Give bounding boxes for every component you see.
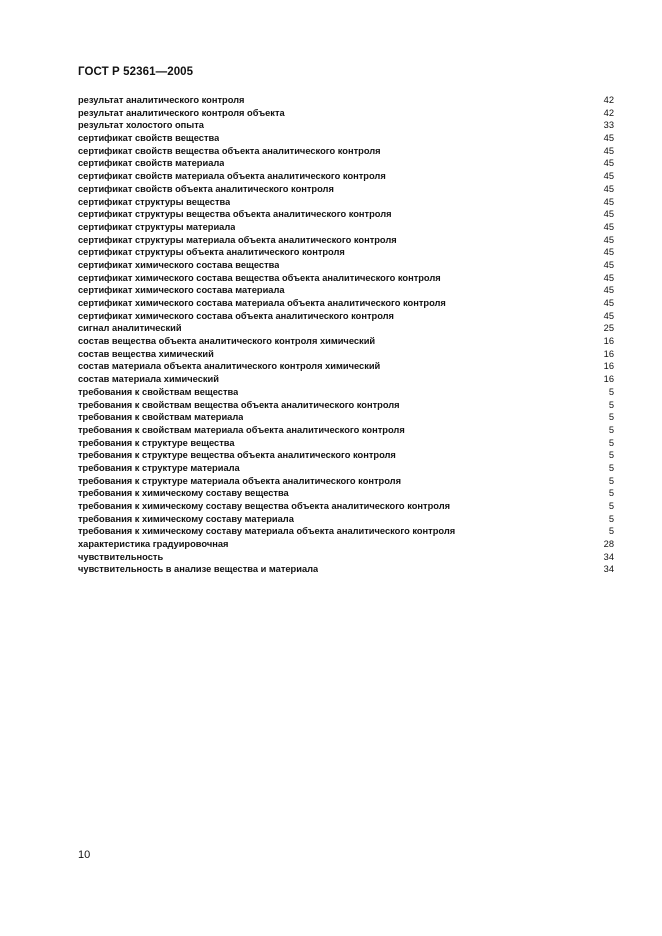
index-term: сертификат свойств объекта аналитического контроля: [78, 183, 334, 194]
index-term: результат холостого опыта: [78, 120, 204, 131]
index-page-ref: 16: [603, 348, 614, 359]
index-term: характеристика градуировочная: [78, 539, 229, 550]
index-term: сертификат химического состава материала объекта аналитического контроля: [78, 298, 446, 308]
index-page-ref: 45: [603, 272, 614, 283]
index-entry: [78, 132, 614, 145]
index-entry: [78, 259, 614, 272]
index-term: требования к структуре вещества: [78, 437, 235, 448]
index-page-ref: 45: [603, 234, 614, 245]
index-page-ref: 42: [603, 107, 614, 118]
index-page-ref: 45: [603, 247, 614, 258]
index-entry: [78, 94, 614, 107]
index-term: требования к свойствам материала: [78, 412, 244, 423]
index-entry: [78, 487, 614, 500]
index-page-ref: 5: [608, 488, 614, 499]
index-page-ref: 45: [603, 183, 614, 194]
index-term: требования к свойствам материала объекта аналитического контроля: [78, 424, 405, 435]
page-number: 10: [78, 849, 91, 861]
index-term: требования к свойствам вещества объекта аналитического контроля: [78, 399, 400, 410]
index-page-ref: 45: [603, 209, 614, 220]
index-page-ref: 45: [603, 298, 614, 308]
index-term: чувствительность: [78, 551, 164, 562]
index-entry: [78, 183, 614, 196]
index-term: сертификат химического состава объекта аналитического контроля: [78, 310, 394, 321]
index-term: требования к структуре вещества объекта аналитического контроля: [78, 450, 396, 461]
index-page-ref: 5: [608, 412, 614, 423]
index-page-ref: 45: [603, 221, 614, 232]
index-term: сертификат структуры материала: [78, 221, 236, 232]
index-term: требования к свойствам вещества: [78, 386, 239, 397]
index-entry: [78, 424, 614, 437]
index-entry: [78, 373, 614, 386]
index-entry: [78, 221, 614, 234]
index-entry: [78, 551, 614, 564]
index-entry: [78, 475, 614, 488]
index-page-ref: 33: [603, 120, 614, 131]
index-page-ref: 45: [603, 158, 614, 169]
index-entry: [78, 196, 614, 209]
index-term: требования к структуре материала: [78, 462, 240, 473]
index-page-ref: 5: [608, 437, 614, 448]
index-page-ref: 5: [608, 424, 614, 435]
index-term: сертификат химического состава материала: [78, 285, 285, 296]
index-page-ref: 5: [608, 450, 614, 461]
index-page-ref: 5: [608, 526, 614, 537]
index-entry: [78, 348, 614, 361]
index-page-ref: 5: [608, 475, 614, 486]
index-page-ref: 45: [603, 133, 614, 144]
index-entry: [78, 563, 614, 576]
index-term: состав вещества химический: [78, 348, 214, 359]
index-page-ref: 45: [603, 310, 614, 321]
index-term: сертификат структуры вещества объекта аналитического контроля: [78, 209, 392, 220]
index-entry: [78, 119, 614, 132]
index-term: требования к химическому составу вещества: [78, 488, 289, 499]
index-page-ref: 5: [608, 386, 614, 397]
index-page-ref: 25: [603, 323, 614, 334]
index-term: сертификат свойств вещества объекта аналитического контроля: [78, 145, 381, 156]
index-page-ref: 5: [608, 399, 614, 410]
index-entry: [78, 500, 614, 513]
index-entry: [78, 386, 614, 399]
document-header: ГОСТ Р 52361—2005: [78, 66, 194, 78]
index-entry: [78, 157, 614, 170]
index-term: сертификат структуры вещества: [78, 196, 231, 207]
index-term: сертификат свойств вещества: [78, 133, 220, 144]
index-term: требования к химическому составу материала: [78, 513, 294, 524]
index-term: состав вещества объекта аналитического контроля химический: [78, 336, 376, 347]
index-entry: [78, 525, 614, 538]
index-page-ref: 16: [603, 374, 614, 385]
index-entry: [78, 335, 614, 348]
index-entry: [78, 538, 614, 551]
index-term: сигнал аналитический: [78, 323, 182, 334]
index-term: чувствительность в анализе вещества и материала: [78, 564, 319, 575]
index-page-ref: 34: [603, 564, 614, 575]
index-entry: [78, 208, 614, 221]
index-entry: [78, 284, 614, 297]
index-page-ref: 45: [603, 259, 614, 270]
index-page-ref: 45: [603, 285, 614, 296]
index-entry: [78, 462, 614, 475]
index-entry: [78, 170, 614, 183]
index-entry: [78, 234, 614, 247]
index-page-ref: 45: [603, 171, 614, 182]
index-term: сертификат свойств материала объекта аналитического контроля: [78, 171, 386, 182]
index-page-ref: 42: [603, 95, 614, 105]
index-entry: [78, 322, 614, 335]
index-page-ref: 16: [603, 361, 614, 372]
index-page-ref: 16: [603, 336, 614, 347]
index-entry: [78, 297, 614, 310]
index-term: сертификат структуры объекта аналитического контроля: [78, 247, 345, 258]
index-term: требования к химическому составу вещества объекта аналитического контроля: [78, 501, 451, 511]
index-entry: [78, 246, 614, 259]
index-entry: [78, 411, 614, 424]
index-term: требования к химическому составу материала объекта аналитического контроля: [78, 526, 456, 537]
index-entry: [78, 449, 614, 462]
index-term: требования к структуре материала объекта аналитического контроля: [78, 475, 402, 486]
index-entry: [78, 107, 614, 120]
alphabetical-index: [78, 94, 614, 576]
index-page-ref: 5: [608, 513, 614, 524]
index-term: состав материала химический: [78, 374, 219, 385]
index-term: состав материала объекта аналитического контроля химический: [78, 361, 381, 372]
index-entry: [78, 437, 614, 450]
index-term: сертификат химического состава вещества объекта аналитического контроля: [78, 272, 441, 283]
index-entry: [78, 360, 614, 373]
index-page-ref: 5: [608, 501, 614, 511]
index-entry: [78, 513, 614, 526]
index-term: результат аналитического контроля: [78, 95, 245, 105]
index-entry: [78, 310, 614, 323]
index-page-ref: 5: [608, 462, 614, 473]
index-term: сертификат химического состава вещества: [78, 259, 280, 270]
index-entry: [78, 145, 614, 158]
index-term: сертификат свойств материала: [78, 158, 225, 169]
index-term: сертификат структуры материала объекта аналитического контроля: [78, 234, 397, 245]
index-page-ref: 45: [603, 196, 614, 207]
index-page-ref: 34: [603, 551, 614, 562]
index-term: результат аналитического контроля объекта: [78, 107, 285, 118]
index-entry: [78, 399, 614, 412]
index-page-ref: 28: [603, 539, 614, 550]
index-entry: [78, 272, 614, 285]
index-page-ref: 45: [603, 145, 614, 156]
